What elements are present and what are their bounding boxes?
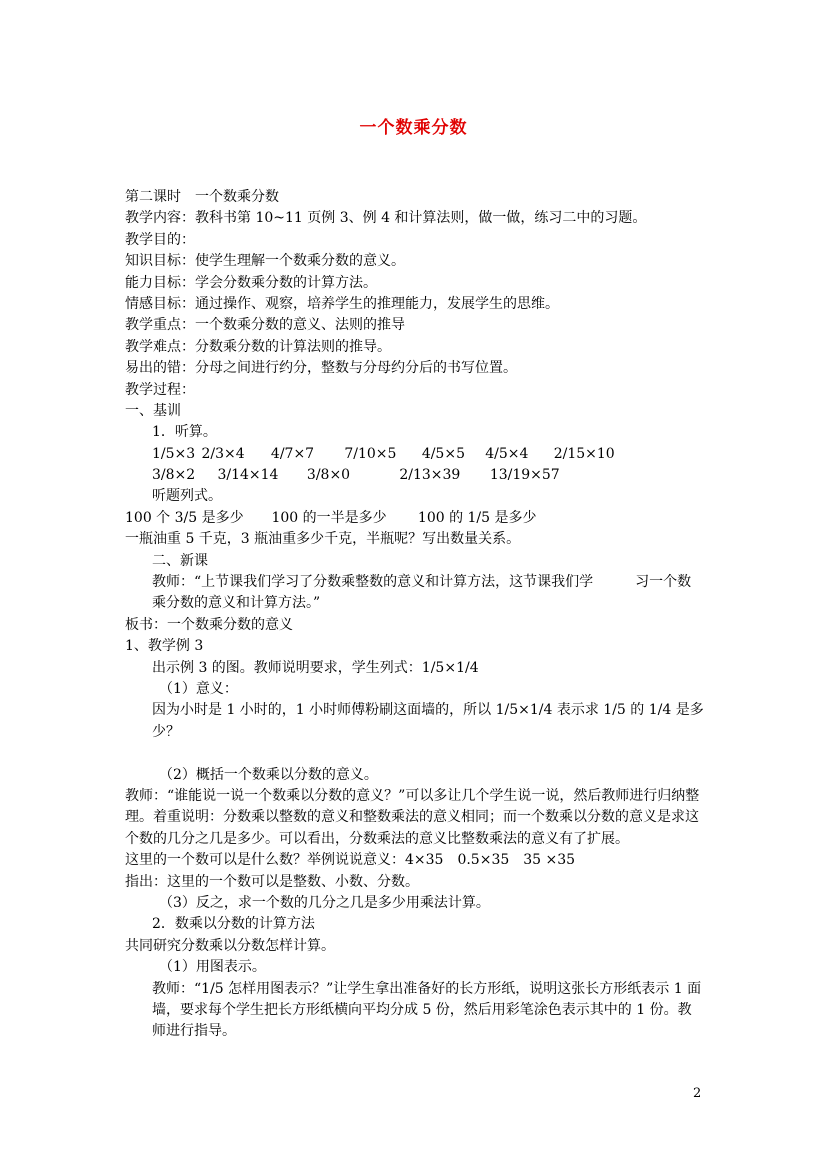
text-line: 指出：这里的一个数可以是整数、小数、分数。 xyxy=(125,873,419,890)
exercise-row xyxy=(125,444,705,465)
section-heading: 2．数乘以分数的计算方法 xyxy=(152,916,315,933)
document-body xyxy=(125,187,705,1043)
text-line: 教学难点：分数乘分数的计算法则的推导。 xyxy=(125,338,391,355)
text-line: 教学过程： xyxy=(125,381,195,398)
exercise-item: 3/8×2 xyxy=(152,467,196,484)
text-line: 能力目标：学会分数乘分数的计算方法。 xyxy=(125,274,377,291)
paragraph: 教师：“1/5 怎样用图表示？”让学生拿出准备好的长方形纸，说明这张长方形纸表示 1 面墙，要求每个学生把长方形纸横向平均分成 5 份，然后用彩笔涂色表示其中的 1 份。教师进行指导。 xyxy=(152,980,702,1040)
text-line: 板书：一个数乘分数的意义 xyxy=(125,616,293,633)
text-line: 知识目标：使学生理解一个数乘分数的意义。 xyxy=(125,253,405,270)
exercise-item: 3/14×14 xyxy=(217,467,279,484)
exercise-item: 2/3×4 xyxy=(201,445,245,462)
section-heading: 二、新课 xyxy=(152,552,208,569)
text-line: 共同研究分数乘以分数怎样计算。 xyxy=(125,937,335,954)
exercise-item: 7/10×5 xyxy=(344,445,397,462)
exercise-item: 4/7×7 xyxy=(270,445,315,462)
exercise-row xyxy=(125,465,705,486)
question-item: 100 个 3/5 是多少 xyxy=(125,509,244,526)
exercise-item: 1/5×3 xyxy=(152,445,196,462)
question-row xyxy=(125,508,705,529)
exercise-item: 4/5×5 xyxy=(421,445,465,462)
text-line: 第二课时 一个数乘分数 xyxy=(125,189,279,205)
section-heading: 一、基训 xyxy=(125,402,181,419)
text-line: 听题列式。 xyxy=(152,488,222,505)
text-line: 一瓶油重 5 千克，3 瓶油重多少千克，半瓶呢？写出数量关系。 xyxy=(125,531,521,548)
exercise-item: 2/13×39 xyxy=(399,467,461,484)
section-heading: 1、教学例 3 xyxy=(125,638,204,655)
exercise-item: 13/19×57 xyxy=(489,467,560,484)
question-item: 100 的 1/5 是多少 xyxy=(417,509,537,526)
exercise-item: 4/5×4 xyxy=(485,445,529,462)
text-line: 教学重点：一个数乘分数的意义、法则的推导 xyxy=(125,317,405,334)
paragraph: 教师：“上节课我们学习了分数乘整数的意义和计算方法，这节课我们学 习一个数乘分数的意义和计算方法。” xyxy=(152,574,692,612)
text-line: （1）意义： xyxy=(159,681,238,698)
exercise-item: 3/8×0 xyxy=(306,467,351,484)
text-line: （1）用图表示。 xyxy=(159,959,266,976)
paragraph: 因为小时是 1 小时的，1 小时师傅粉刷这面墙的，所以 1/5×1/4 表示求 1/5 的 1/4 是多少？ xyxy=(152,702,704,740)
text-line: 易出的错：分母之间进行约分，整数与分母约分后的书写位置。 xyxy=(125,360,517,377)
text-line: 出示例 3 的图。教师说明要求，学生列式：1/5×1/4 xyxy=(152,659,479,676)
text-line: （2）概括一个数乘以分数的意义。 xyxy=(159,766,378,783)
text-line: 这里的一个数可以是什么数？举例说说意义：4×35 0.5×35 35 ×35 xyxy=(125,852,576,869)
text-line: 情感目标：通过操作、观察，培养学生的推理能力，发展学生的思维。 xyxy=(125,295,559,312)
text-line: 教学目的： xyxy=(125,231,195,248)
text-line: 教学内容：教科书第 10~11 页例 3、例 4 和计算法则，做一做，练习二中的习题。 xyxy=(125,210,647,227)
paragraph: 教师：“谁能说一说一个数乘以分数的意义？”可以多让几个学生说一说，然后教师进行归纳整理。着重说明：分数乘以整数的意义和整数乘法的意义相同；而一个数乘以分数的意义是求这个数的几分之几是多少。可以看出，分数乘法的意义比整数乘法的意义有了扩展。 xyxy=(125,788,700,847)
page-number: 2 xyxy=(693,1086,702,1101)
page-title: 一个数乘分数 xyxy=(359,118,468,138)
text-line: （3）反之，求一个数的几分之几是多少用乘法计算。 xyxy=(159,895,490,911)
exercise-item: 2/15×10 xyxy=(553,445,615,462)
question-item: 100 的一半是多少 xyxy=(271,509,387,526)
text-line: 1．听算。 xyxy=(152,424,217,441)
